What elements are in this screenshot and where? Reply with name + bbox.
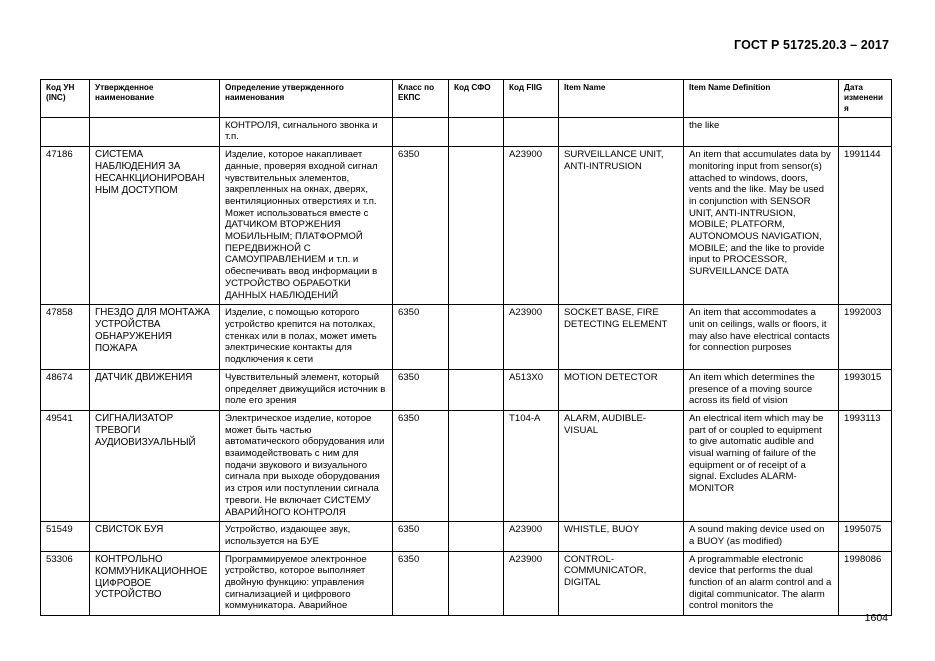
cell-fiig: A23900 xyxy=(504,551,559,616)
table-container xyxy=(40,79,891,612)
column-header-definition-ru: Определение утвержденного наименования xyxy=(220,80,393,118)
page-number: 1604 xyxy=(864,612,888,624)
cell-item-definition: An electrical item which may be part of or coupled to equipment to give automatic audible and visual warning of failure of the equipment or of receipt of a signal. Excludes ALARM-MONITOR xyxy=(684,410,839,521)
cell-date: 1998086 xyxy=(839,551,892,616)
table-row xyxy=(41,305,892,370)
cell-class: 6350 xyxy=(393,369,449,410)
cell-name-ru: СВИСТОК БУЯ xyxy=(90,522,220,551)
table-header-row xyxy=(41,80,892,118)
cell-definition-ru: Чувствительный элемент, который определяет движущийся источник в поле его зрения xyxy=(220,369,393,410)
cell-item-name xyxy=(559,117,684,146)
cell-item-name: CONTROL-COMMUNICATOR, DIGITAL xyxy=(559,551,684,616)
cell-item-definition: the like xyxy=(684,117,839,146)
cell-name-ru: ГНЕЗДО ДЛЯ МОНТАЖА УСТРОЙСТВА ОБНАРУЖЕНИЯ ПОЖАРА xyxy=(90,305,220,370)
cell-class: 6350 xyxy=(393,522,449,551)
table-row xyxy=(41,410,892,521)
cell-name-ru: КОНТРОЛЬНО КОММУНИКАЦИОННОЕ ЦИФРОВОЕ УСТРОЙСТВО xyxy=(90,551,220,616)
table-row xyxy=(41,369,892,410)
cell-item-definition: A programmable electronic device that performs the dual function of an alarm control and a digital communicator. The alarm control monitors the xyxy=(684,551,839,616)
cell-item-definition: An item that accommodates a unit on ceilings, walls or floors, it may also have electrical contacts for connection purposes xyxy=(684,305,839,370)
cell-date: 1993113 xyxy=(839,410,892,521)
cell-sfo xyxy=(449,522,504,551)
table-row xyxy=(41,551,892,616)
cell-definition-ru: Программируемое электронное устройство, которое выполняет двойную функцию: управления сигнализацией и цифрового коммуникатора. Аварийное xyxy=(220,551,393,616)
cell-name-ru xyxy=(90,117,220,146)
cell-definition-ru: Устройство, издающее звук, используется на БУЕ xyxy=(220,522,393,551)
column-header-code: Код УН (INC) xyxy=(41,80,90,118)
document-header: ГОСТ Р 51725.20.3 – 2017 xyxy=(734,38,889,52)
table-row xyxy=(41,147,892,305)
cell-definition-ru: Изделие, с помощью которого устройство крепится на потолках, стенках или в полах, может иметь электрические контакты для подключения к сети xyxy=(220,305,393,370)
cell-code: 48674 xyxy=(41,369,90,410)
cell-fiig: A513X0 xyxy=(504,369,559,410)
cell-name-ru: СИГНАЛИЗАТОР ТРЕВОГИ АУДИОВИЗУАЛЬНЫЙ xyxy=(90,410,220,521)
table-row xyxy=(41,522,892,551)
cell-code: 51549 xyxy=(41,522,90,551)
cell-definition-ru: Изделие, которое накапливает данные, проверяя входной сигнал чувствительных элементов, закрепленных на окнах, дверях, вентиляционных отверстиях и т.п. Может использоваться вместе с ДАТЧИКОМ ВТОРЖЕНИЯ МОБИЛЬНЫМ; ПЛАТФОРМОЙ ПЕРЕДВИЖНОЙ С САМОУПРАВЛЕНИЕМ и т.п. и обеспечивать ввод информации в УСТРОЙСТВО ОБРАБОТКИ ДАННЫХ НАБЛЮДЕНИЙ xyxy=(220,147,393,305)
cell-item-name: MOTION DETECTOR xyxy=(559,369,684,410)
cell-name-ru: ДАТЧИК ДВИЖЕНИЯ xyxy=(90,369,220,410)
column-header-name-ru: Утвержденное наименование xyxy=(90,80,220,118)
cell-date: 1993015 xyxy=(839,369,892,410)
cell-sfo xyxy=(449,410,504,521)
cell-code: 49541 xyxy=(41,410,90,521)
column-header-item-definition: Item Name Definition xyxy=(684,80,839,118)
cell-item-name: SOCKET BASE, FIRE DETECTING ELEMENT xyxy=(559,305,684,370)
column-header-item-name: Item Name xyxy=(559,80,684,118)
cell-code: 53306 xyxy=(41,551,90,616)
cell-class: 6350 xyxy=(393,551,449,616)
cell-class: 6350 xyxy=(393,410,449,521)
cell-fiig xyxy=(504,117,559,146)
cell-sfo xyxy=(449,305,504,370)
cell-item-definition: A sound making device used on a BUOY (as modified) xyxy=(684,522,839,551)
column-header-fiig: Код FIIG xyxy=(504,80,559,118)
cell-name-ru: СИСТЕМА НАБЛЮДЕНИЯ ЗА НЕСАНКЦИОНИРОВАН НЫМ ДОСТУПОМ xyxy=(90,147,220,305)
cell-date: 1992003 xyxy=(839,305,892,370)
cell-code: 47186 xyxy=(41,147,90,305)
cell-item-name: WHISTLE, BUOY xyxy=(559,522,684,551)
cell-fiig: A23900 xyxy=(504,522,559,551)
cell-item-definition: An item which determines the presence of a moving source across its field of vision xyxy=(684,369,839,410)
cell-class xyxy=(393,117,449,146)
cell-class: 6350 xyxy=(393,305,449,370)
cell-code xyxy=(41,117,90,146)
table-row xyxy=(41,117,892,146)
cell-sfo xyxy=(449,551,504,616)
column-header-class: Класс по ЕКПС xyxy=(393,80,449,118)
cell-class: 6350 xyxy=(393,147,449,305)
cell-definition-ru: Электрическое изделие, которое может быть частью автоматического оборудования или взаимодействовать с ним для подачи звукового и визуального сигнала при выходе оборудования из строя или поступлении сигнала тревоги. Не включает СИСТЕМУ АВАРИЙНОГО КОНТРОЛЯ xyxy=(220,410,393,521)
cell-definition-ru: КОНТРОЛЯ, сигнального звонка и т.п. xyxy=(220,117,393,146)
column-header-date: Дата изменения xyxy=(839,80,892,118)
cell-fiig: T104-A xyxy=(504,410,559,521)
cell-date: 1991144 xyxy=(839,147,892,305)
cell-sfo xyxy=(449,117,504,146)
cell-fiig: A23900 xyxy=(504,305,559,370)
cell-date: 1995075 xyxy=(839,522,892,551)
cell-date xyxy=(839,117,892,146)
cell-item-definition: An item that accumulates data by monitoring input from sensor(s) attached to windows, doors, vents and the like. May be used in conjunction with SENSOR UNIT, ANTI-INTRUSION, MOBILE; PLATFORM, AUTONOMOUS NAVIGATION, MOBILE; and the like to provide input to PROCESSOR, SURVEILLANCE DATA xyxy=(684,147,839,305)
cell-sfo xyxy=(449,147,504,305)
cell-code: 47858 xyxy=(41,305,90,370)
cell-item-name: ALARM, AUDIBLE-VISUAL xyxy=(559,410,684,521)
cell-fiig: A23900 xyxy=(504,147,559,305)
nomenclature-table xyxy=(40,79,892,616)
cell-sfo xyxy=(449,369,504,410)
column-header-sfo: Код СФО xyxy=(449,80,504,118)
cell-item-name: SURVEILLANCE UNIT, ANTI-INTRUSION xyxy=(559,147,684,305)
